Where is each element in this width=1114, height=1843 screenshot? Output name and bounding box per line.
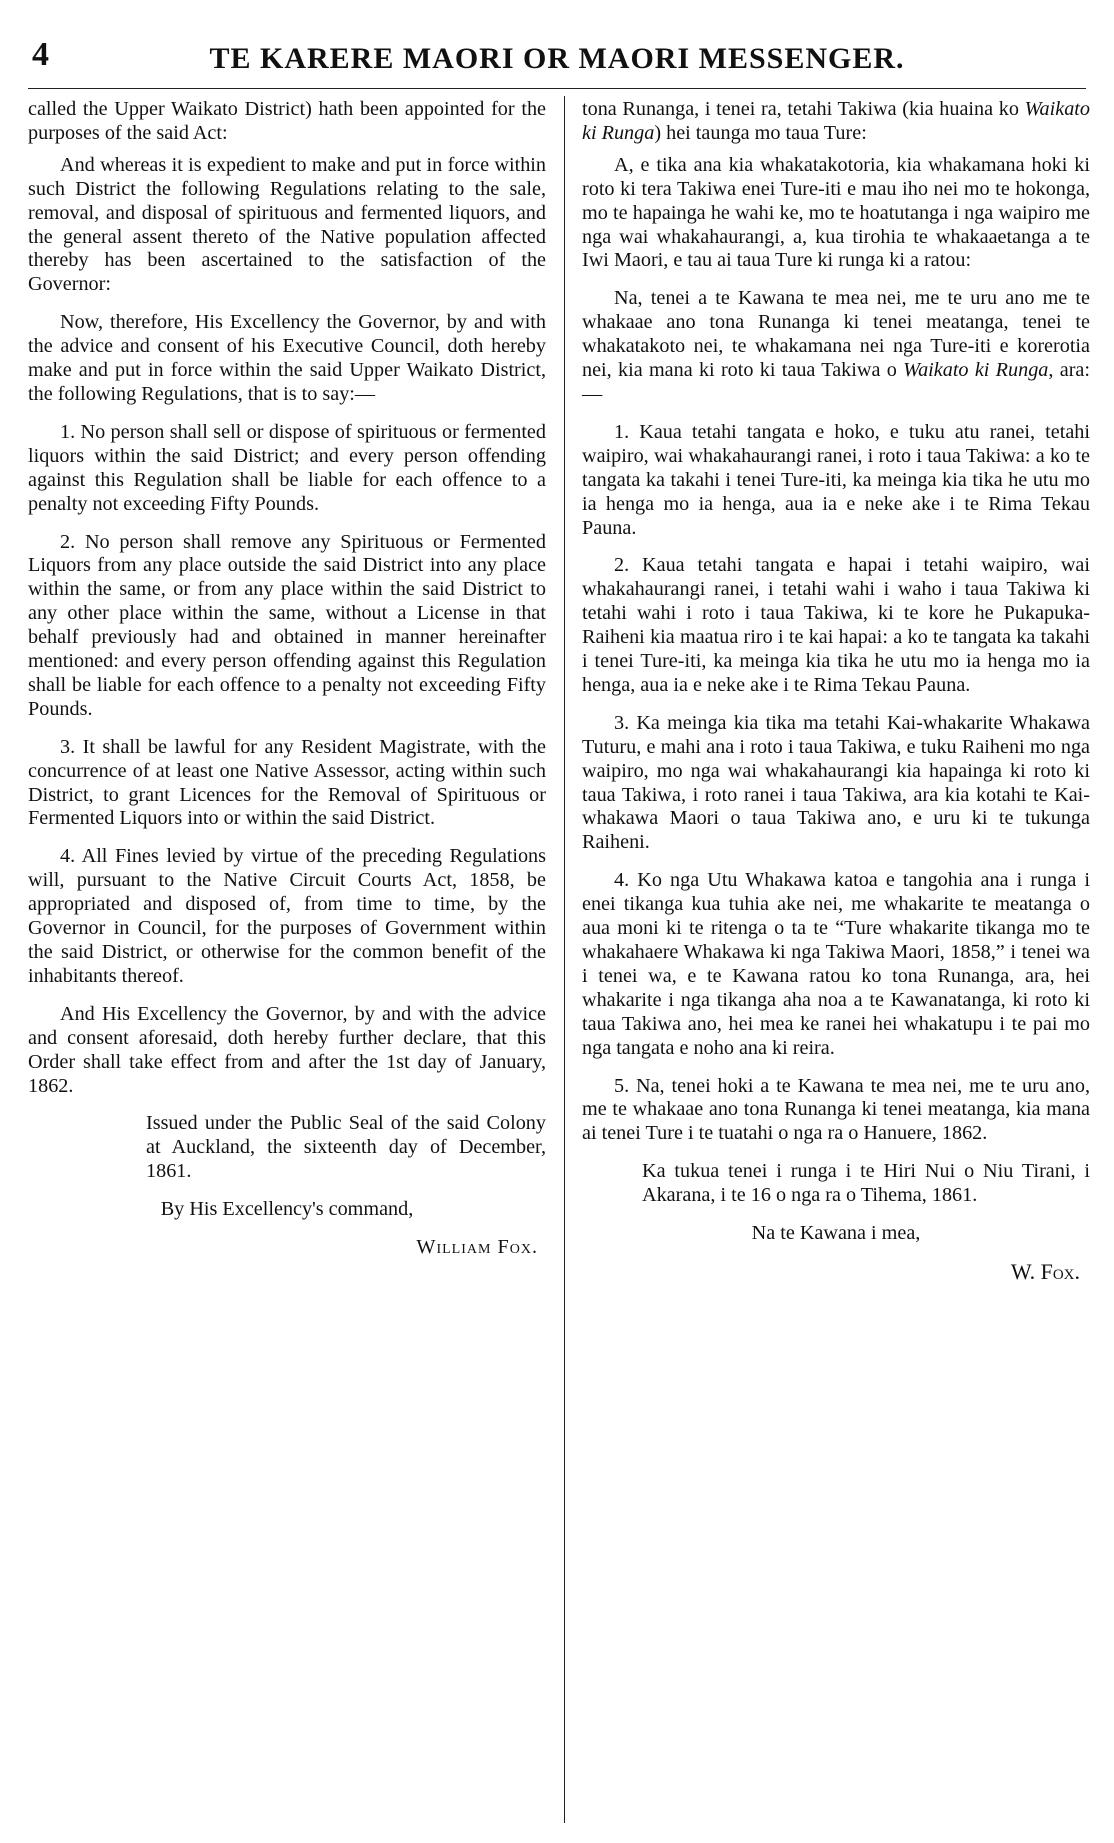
header-rule: [28, 88, 1086, 89]
maori-regulation-4: 4. Ko nga Utu Whakawa katoa e tangohia ana i runga i enei tikanga kua tuhia ake nei, me whakarite te meatanga o aua moni ki te ritenga o ta te “Ture whakarite tikanga mo te whakahaere Whakawa ki nga Takiwa Maori, 1858,” i tenei wa i tenei wa, e te Kawana ratou ko tona Runanga, ara, hei whakarite i nga tikanga aha noa a te Kawanatanga, ki roto ki taua Takiwa ano, hei mea ke ranei hei whakatupu i te pai mo nga tangata e noho ana ki reira.: [582, 869, 1090, 1059]
maori-by-command: Na te Kawana i mea,: [751, 1222, 921, 1245]
page-number: 4: [32, 36, 49, 73]
maori-text: tona Runanga, i tenei ra, tetahi Takiwa (kia huaina ko: [582, 98, 1025, 120]
english-paragraph: Now, therefore, His Excellency the Governor, by and with the advice and consent of his Executive Council, doth hereby make and put in force within the said Upper Waikato District, the following Regulations, that is to say:—: [28, 311, 546, 405]
english-by-command: By His Excellency's command,: [160, 1198, 414, 1221]
maori-place-name: Waikato ki Runga: [582, 98, 1090, 144]
page-header: [0, 28, 1114, 84]
maori-regulation-3: 3. Ka meinga kia tika ma tetahi Kai-whakarite Whakawa Tuturu, e mahi ana i roto i taua Takiwa, e tuku Raiheni mo nga waipiro, mo nga wai whakahaurangi kia hapainga ki roto ki taua Takiwa, i roto ranei i taua Takiwa, ara kia kotahi te Kai-whakawa Maori o taua Takiwa ano, e uru ki te tukunga Raiheni.: [582, 711, 1090, 854]
maori-column: [570, 98, 1090, 1823]
maori-regulation-2: 2. Kaua tetahi tangata e hapai i tetahi waipiro, wai whakahaurangi ranei, i tetahi wahi i waho i taua Takiwa ki tetahi wahi i roto i taua Takiwa, ki te kore he Pukapuka-Raiheni kia maatua riro i te kai hapai: a ko te tangata ka takahi i tenei Ture-iti, ka meinga kia tika he utu mo ia henga mo ia henga, aua ia e neke ake i te Rima Tekau Pauna.: [582, 554, 1090, 696]
maori-signature: W. Fox.: [1010, 1258, 1080, 1284]
maori-place-name: Waikato ki Runga: [903, 359, 1049, 382]
maori-issued-statement: Ka tukua tenei i runga i te Hiri Nui o Niu Tirani, i Akarana, i te 16 o nga ra o Tihema, 1861.: [642, 1160, 1090, 1207]
english-paragraph: And His Excellency the Governor, by and with the advice and consent aforesaid, doth hereby further declare, that this Order shall take effect from and after the 1st day of January, 1862.: [28, 1002, 546, 1097]
maori-text: , ara:—: [582, 359, 1090, 405]
maori-paragraph: A, e tika ana kia whakatakotoria, kia whakamana hoki ki roto ki tera Takiwa enei Ture-iti e mau iho nei mo te hokonga, mo te hapainga he wahi ke, mo te hoatutanga i nga waipiro me nga wai whakahaurangi, a, kua tirohia te whakaaetanga a te Iwi Maori, e tau ai taua Ture ki runga ki a ratou:: [582, 153, 1090, 272]
maori-text: Na, tenei a te Kawana te mea nei, me te uru ano me te whakaae ano tona Runanga ki tenei meatanga, tenei te whakatakoto nei, te whakamana nei nga Ture-iti e korerotia nei, kia mana ki roto ki taua Takiwa o: [582, 287, 1090, 382]
column-divider: [564, 96, 565, 1823]
english-signature: William Fox.: [416, 1236, 538, 1259]
english-regulation-4: 4. All Fines levied by virtue of the preceding Regulations will, pursuant to the Native Circuit Courts Act, 1858, be appropriated and disposed of, from time to time, by the Governor in Council, for the purposes of Government within the said District, or otherwise for the common benefit of the inhabitants thereof.: [28, 845, 546, 987]
maori-paragraph: [582, 98, 1090, 146]
maori-regulation-5: 5. Na, tenei hoki a te Kawana te mea nei, me te uru ano, me te whakaae ano tona Runanga ki tenei meatanga, kia mana ai tenei Ture i te tuatahi o nga ra o Hanuere, 1862.: [582, 1074, 1090, 1145]
english-paragraph: called the Upper Waikato District) hath been appointed for the purposes of the said Act:: [28, 98, 546, 144]
maori-paragraph: [582, 287, 1090, 407]
english-column: [28, 98, 558, 1823]
english-regulation-1: 1. No person shall sell or dispose of spirituous or fermented liquors within the said District; and every person offending against this Regulation shall be liable for each offence to a penalty not exceeding Fifty Pounds.: [28, 420, 546, 515]
english-regulation-3: 3. It shall be lawful for any Resident Magistrate, with the concurrence of at least one Native Assessor, acting within such District, to grant Licences for the Removal of Spirituous or Fermented Liquors into or within the said District.: [28, 735, 546, 830]
masthead-title: TE KARERE MAORI OR MAORI MESSENGER.: [209, 42, 905, 75]
english-issued-statement: Issued under the Public Seal of the said Colony at Auckland, the sixteenth day of December, 1861.: [146, 1112, 546, 1183]
maori-text: ) hei taunga mo taua Ture:: [654, 121, 867, 144]
english-regulation-2: 2. No person shall remove any Spirituous or Fermented Liquors from any place outside the said District into any place within the same, or from any place within the said District to any other place within the same, without a License in that behalf previously had and obtained in manner hereinafter mentioned: and every person offending against this Regulation shall be liable for each offence to a penalty not exceeding Fifty Pounds.: [28, 530, 546, 720]
maori-regulation-1: 1. Kaua tetahi tangata e hoko, e tuku atu ranei, tetahi waipiro, wai whakahaurangi ranei, i roto i taua Takiwa: a ko te tangata ka takahi i tenei Ture-iti, ka meinga kia tika he utu mo ia henga mo ia henga, aua ia e neke ake i te Rima Tekau Pauna.: [582, 420, 1090, 539]
english-paragraph: And whereas it is expedient to make and put in force within such District the following Regulations relating to the sale, removal, and disposal of spirituous and fermented liquors, and the general assent thereto of the Native population affected thereby has been ascertained to the satisfaction of the Governor:: [28, 153, 546, 296]
